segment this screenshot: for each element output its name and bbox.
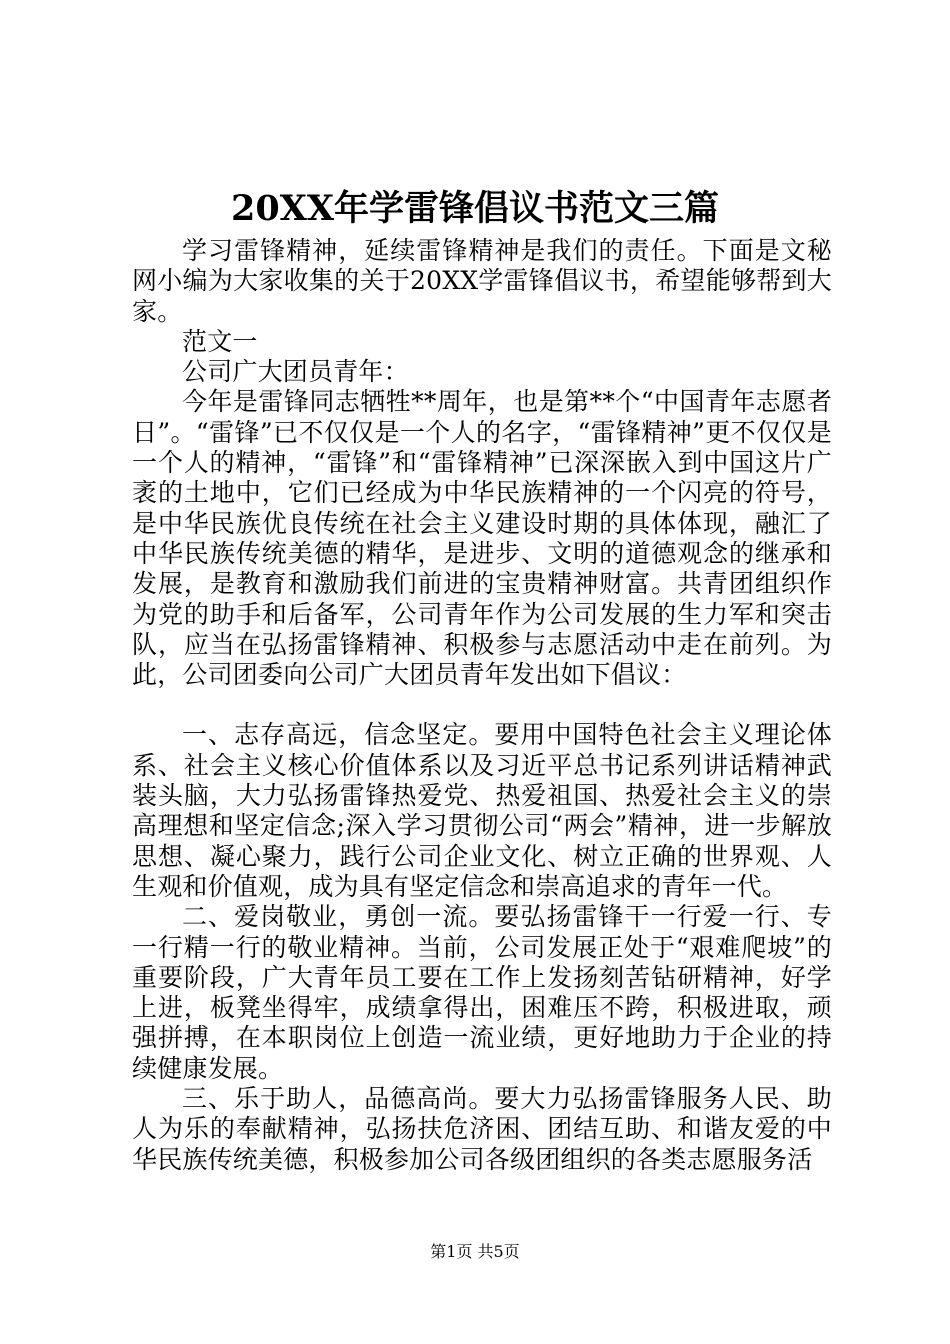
document-title: 20XX年学雷锋倡议书范文三篇 <box>230 188 720 229</box>
paragraph-salutation: 公司广大团员青年： <box>182 357 409 387</box>
paragraph-sample-heading: 范文一 <box>182 326 258 356</box>
paragraph-proposal-1: 一、志存高远，信念坚定。要用中国特色社会主义理论体系、社会主义核心价值体系以及习近平总书记系列讲话精神武装头脑，大力弘扬雷锋热爱党、热爱祖国、热爱社会主义的崇高理想和坚定信念;深入学习贯彻公司“两会”精神，进一步解放思想、凝心聚力，践行公司企业文化、树立正确的世界观、人生观和价值观，成为具有坚定信念和崇高追求的青年一代。 <box>132 720 832 901</box>
paragraph-proposal-3: 三、乐于助人，品德高尚。要大力弘扬雷锋服务人民、助人为乐的奉献精神，弘扬扶危济困、团结互助、和谐友爱的中华民族传统美德，积极参加公司各级团组织的各类志愿服务活 <box>132 1084 832 1174</box>
document-body <box>132 236 832 1175</box>
paragraph-proposal-2: 二、爱岗敬业，勇创一流。要弘扬雷锋干一行爱一行、专一行精一行的敬业精神。当前，公司发展正处于“艰难爬坡”的重要阶段，广大青年员工要在工作上发扬刻苦钻研精神，好学上进，板凳坐得牢，成绩拿得出，困难压不跨，积极进取，顽强拼搏，在本职岗位上创造一流业绩，更好地助力于企业的持续健康发展。 <box>132 902 832 1083</box>
paragraph-main: 今年是雷锋同志牺牲**周年，也是第**个“中国青年志愿者日”。“雷锋”已不仅仅是一个人的名字，“雷锋精神”更不仅仅是一个人的精神，“雷锋”和“雷锋精神”已深深嵌入到中国这片广袤的土地中，它们已经成为中华民族精神的一个闪亮的符号，是中华民族优良传统在社会主义建设时期的具体体现，融汇了中华民族传统美德的精华，是进步、文明的道德观念的继承和发展，是教育和激励我们前进的宝贵精神财富。共青团组织作为党的助手和后备军，公司青年作为公司发展的生力军和突击队，应当在弘扬雷锋精神、积极参与志愿活动中走在前列。为此，公司团委向公司广大团员青年发出如下倡议： <box>132 387 832 690</box>
paragraph-intro: 学习雷锋精神，延续雷锋精神是我们的责任。下面是文秘网小编为大家收集的关于20XX学雷锋倡议书，希望能够帮到大家。 <box>132 236 832 326</box>
page-number-footer: 第1页 共5页 <box>430 1242 520 1261</box>
